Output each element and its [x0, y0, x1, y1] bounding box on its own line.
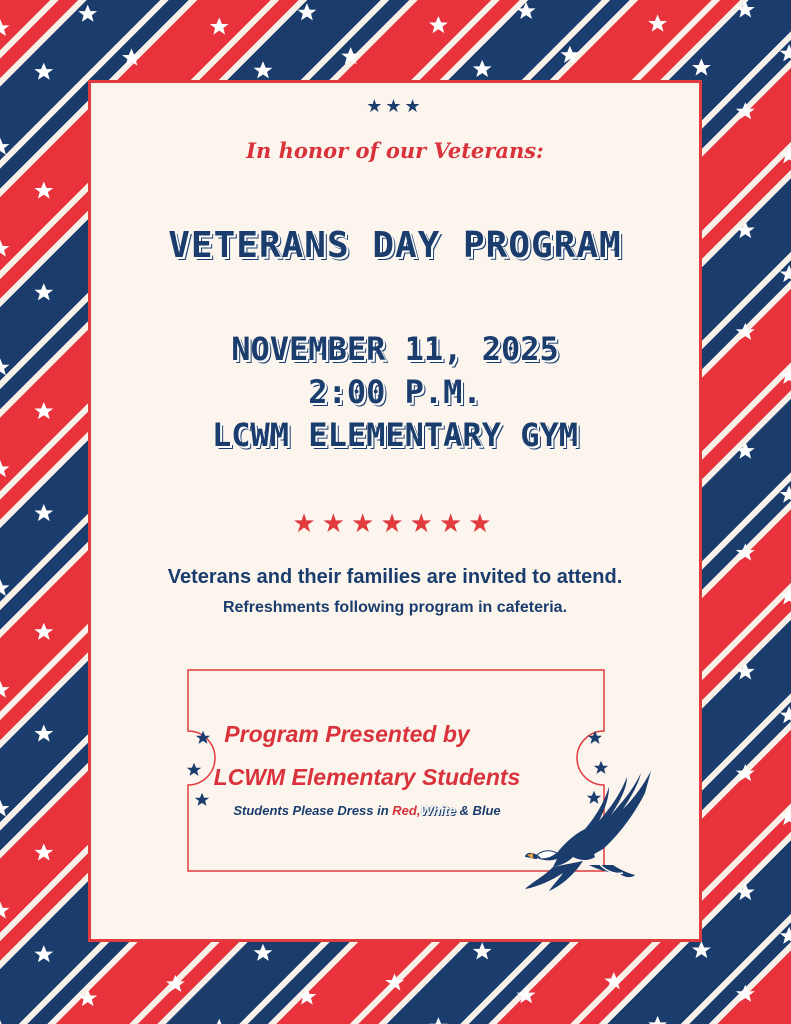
star-icon: [736, 442, 755, 459]
star-icon: [0, 239, 9, 256]
star-icon: [34, 945, 53, 962]
star-icon: [0, 1020, 9, 1024]
star-icon: [780, 486, 791, 503]
star-icon: [780, 706, 791, 723]
star-icon: [780, 146, 791, 163]
star-icon: [736, 883, 755, 900]
honor-line: In honor of our Veterans:: [246, 138, 544, 163]
star-icon: [0, 579, 9, 596]
event-time: 2:00 P.M.: [308, 373, 482, 411]
star-icon: [341, 47, 360, 64]
star-icon: [648, 15, 667, 32]
star-icon: [297, 3, 316, 20]
star-icon: [0, 138, 9, 155]
star-icon: [780, 367, 791, 384]
star-icon: [560, 46, 579, 63]
star-icon: [780, 927, 791, 944]
star-icon: [736, 985, 755, 1002]
refreshments-line: Refreshments following program in cafeteria.: [222, 599, 568, 616]
star-icon: [210, 17, 229, 34]
star-icon: [780, 587, 791, 604]
star-icon: [736, 0, 755, 17]
divider-stars: ★★★★★★★: [292, 508, 498, 538]
star-icon: [385, 973, 404, 990]
top-stars: ★★★: [366, 96, 424, 116]
star-icon: [517, 2, 536, 19]
invite-line: Veterans and their families are invited to attend.: [167, 566, 623, 588]
star-icon: [254, 61, 273, 78]
star-icon: [736, 764, 755, 781]
star-icon: [648, 1016, 667, 1024]
star-icon: [692, 58, 711, 75]
star-icon: [736, 221, 755, 238]
star-icon: [473, 60, 492, 77]
star-icon: [692, 941, 711, 958]
dress-prefix: Students Please Dress in: [233, 803, 393, 818]
star-icon: [34, 181, 53, 198]
star-icon: [473, 942, 492, 959]
dress-white: White: [420, 803, 456, 818]
star-icon: [0, 681, 9, 698]
star-icon: [780, 265, 791, 282]
star-icon: [736, 102, 755, 119]
star-icon: [780, 808, 791, 825]
star-icon: [297, 988, 316, 1005]
star-icon: [34, 504, 53, 521]
star-icon: [736, 323, 755, 340]
star-icon: [78, 989, 97, 1006]
star-icon: [517, 986, 536, 1003]
star-icon: [0, 19, 9, 36]
star-icon: [0, 901, 9, 918]
star-icon: [122, 49, 141, 66]
star-icon: [34, 402, 53, 419]
star-icon: [0, 358, 9, 375]
event-location: LCWM ELEMENTARY GYM: [211, 416, 579, 454]
star-icon: [34, 283, 53, 300]
star-icon: [210, 1019, 229, 1024]
star-icon: [736, 662, 755, 679]
presenter-name: LCWM Elementary Students: [213, 764, 521, 790]
dress-comma: ,: [416, 803, 421, 818]
star-icon: [166, 975, 185, 992]
star-icon: [34, 63, 53, 80]
star-icon: [780, 44, 791, 61]
star-icon: [78, 5, 97, 22]
star-icon: [0, 460, 9, 477]
star-icon: [254, 944, 273, 961]
star-icon: [34, 843, 53, 860]
eagle-icon: [523, 769, 658, 894]
star-icon: [0, 799, 9, 816]
flyer-card: [88, 80, 702, 942]
star-icon: [604, 972, 623, 989]
dress-red: Red: [392, 803, 417, 818]
dress-blue: & Blue: [455, 803, 501, 818]
star-icon: [736, 544, 755, 561]
event-date: NOVEMBER 11, 2025: [231, 330, 559, 368]
star-icon: [429, 1017, 448, 1024]
presented-by-line: Program Presented by: [224, 721, 470, 747]
star-icon: [429, 16, 448, 33]
event-title: VETERANS DAY PROGRAM: [168, 225, 622, 266]
star-icon: [34, 623, 53, 640]
